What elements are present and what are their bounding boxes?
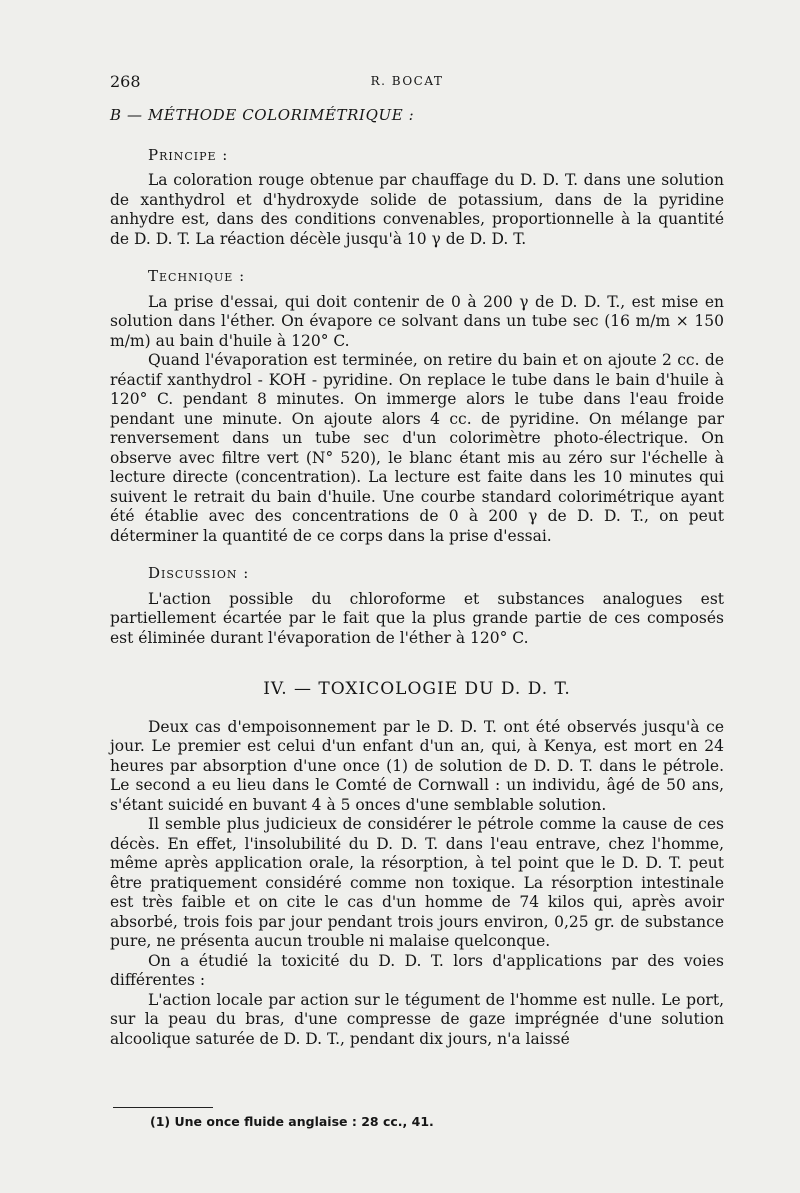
footnote: (1) Une once fluide anglaise : 28 cc., 41.	[150, 1114, 434, 1129]
paragraph-toxicologie-4: L'action locale par action sur le tégument de l'homme est nulle. Le port, sur la peau du bras, d'une compresse de gaze imprégnée d'une solution alcoolique saturée de D. D. T., pendant dix jours, n'a laissé	[110, 990, 724, 1048]
chapter-title: IV. — TOXICOLOGIE DU D. D. T.	[263, 679, 571, 699]
paragraph-discussion: L'action possible du chloroforme et substances analogues est partiellement écartée par le fait que la plus grande partie de ces composés est éliminée durant l'évaporation de l'éther à 120° C.	[110, 589, 724, 647]
running-head: R. BOCAT	[370, 74, 444, 88]
subhead-discussion: Discussion :	[148, 564, 250, 582]
page-header	[110, 72, 704, 94]
subhead-technique: Technique :	[148, 267, 246, 285]
paragraph-toxicologie-1: Deux cas d'empoisonnement par le D. D. T. ont été observés jusqu'à ce jour. Le premier est celui d'un enfant d'un an, qui, à Kenya, est mort en 24 heures par absorption d'une once (1) de solution de D. D. T. dans le pétrole. Le second a eu lieu dans le Comté de Cornwall : un individu, âgé de 50 ans, s'étant suicidé en buvant 4 à 5 onces d'une semblable solution.	[110, 717, 724, 814]
section-title: B — MÉTHODE COLORIMÉTRIQUE :	[110, 106, 415, 124]
paragraph-principe: La coloration rouge obtenue par chauffage du D. D. T. dans une solution de xanthydrol et d'hydroxyde solide de potassium, dans de la pyridine anhydre est, dans des conditions convenables, proportionnelle à la quantité de D. D. T. La réaction décèle jusqu'à 10 γ de D. D. T.	[110, 171, 724, 248]
page-body	[110, 100, 724, 1049]
subhead-principe: Principe :	[148, 145, 229, 164]
paragraph-toxicologie-2: Il semble plus judicieux de considérer le pétrole comme la cause de ces décès. En effet, l'insolubilité du D. D. T. dans l'eau entrave, chez l'homme, même après application orale, la résorption, à tel point que le D. D. T. peut être pratiquement considéré comme non toxique. La résorption intestinale est très faible et on cite le cas d'un homme de 74 kilos qui, après avoir absorbé, trois fois par jour pendant trois jours environ, 0,25 gr. de substance pure, ne présenta aucun trouble ni malaise quelconque.	[110, 815, 724, 950]
page-number: 268	[110, 72, 141, 91]
paragraph-toxicologie-3: On a étudié la toxicité du D. D. T. lors d'applications par des voies différentes :	[110, 951, 724, 989]
footnote-divider	[113, 1107, 213, 1108]
paragraph-technique-2: Quand l'évaporation est terminée, on retire du bain et on ajoute 2 cc. de réactif xanthydrol - KOH - pyridine. On replace le tube dans le bain d'huile à 120° C. pendant 8 minutes. On immerge alors le tube dans l'eau froide pendant une minute. On ajoute alors 4 cc. de pyridine. On mélange par renversement dans un tube sec d'un colorimètre photo-électrique. On observe avec filtre vert (N° 520), le blanc étant mis au zéro sur l'échelle à lecture directe (concentration). La lecture est faite dans les 10 minutes qui suivent le retrait du bain d'huile. Une courbe standard colorimétrique ayant été établie avec des concentrations de 0 à 200 γ de D. D. T., on peut déterminer la quantité de ce corps dans la prise d'essai.	[110, 351, 724, 545]
paragraph-technique-1: La prise d'essai, qui doit contenir de 0 à 200 γ de D. D. T., est mise en solution dans l'éther. On évapore ce solvant dans un tube sec (16 m/m × 150 m/m) au bain d'huile à 120° C.	[110, 292, 724, 350]
